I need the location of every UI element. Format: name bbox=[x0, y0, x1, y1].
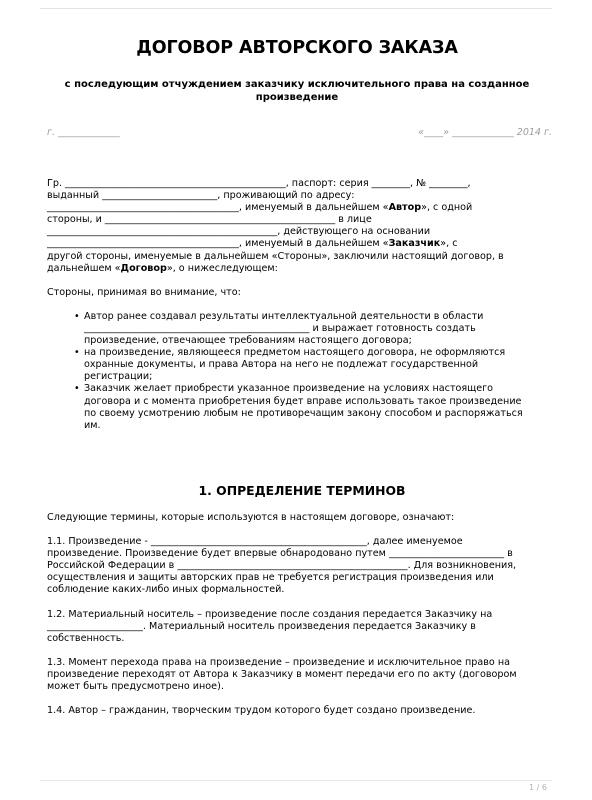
author-term: Автор bbox=[388, 202, 422, 214]
clause-1-1: 1.1. Произведение - _____________________________________________, далее именуемое произведение. Произведение будет впервые обнародовано путем ________________________ в Российской Федерации в ________________________________________________. Для возникновения, осуществления и защиты авторских прав не требуется регистрация произведения или соблюдение каких-либо иных формальностей. bbox=[47, 536, 517, 596]
clause-1-2: 1.2. Материальный носитель – произведение после создания передается Заказчику на ____________________. Материальный носитель произведения передается Заказчику в собственность. bbox=[47, 608, 493, 644]
preamble-line: ________________________________________________, действующего на основании bbox=[47, 226, 431, 238]
list-item: • Автор ранее создавал результаты интеллектуальной деятельности в области _______________________________________________ и выражает готовность создать произведение, отвечающее требованиям настоящего договора; bbox=[84, 311, 557, 347]
recitals-list bbox=[47, 311, 557, 432]
preamble-line: дальнейшем «Договор», о нижеследующем: bbox=[47, 262, 278, 274]
clause-1-3: 1.3. Момент перехода права на произведение – произведение и исключительное право на произведение переходят от Автора к Заказчику в момент передачи его по акту (договором может быть предусмотрено иное). bbox=[47, 656, 517, 693]
preamble-line: другой стороны, именуемые в дальнейшем «Стороны», заключили настоящий договор, в bbox=[47, 250, 504, 262]
footer-rule bbox=[40, 780, 552, 781]
customer-term: Заказчик bbox=[388, 238, 441, 250]
subtitle-line-1: с последующим отчуждением заказчику исключительного права на созданное bbox=[64, 79, 530, 90]
preamble-line: ________________________________________, именуемый в дальнейшем «Автор», с одной bbox=[47, 202, 473, 214]
place-field: г. _____________ bbox=[47, 127, 120, 138]
section-1-title: 1. ОПРЕДЕЛЕНИЕ ТЕРМИНОВ bbox=[198, 483, 406, 498]
document-title: ДОГОВОР АВТОРСКОГО ЗАКАЗА bbox=[136, 38, 458, 58]
section-1-intro: Следующие термины, которые используются в настоящем договоре, означают: bbox=[47, 512, 455, 523]
clause-1-4: 1.4. Автор – гражданин, творческим трудом которого будет создано произведение. bbox=[47, 705, 476, 717]
recitals-intro: Стороны, принимая во внимание, что: bbox=[47, 286, 241, 298]
list-item: • на произведение, являющееся предметом настоящего договора, не оформляются охранные документы, и права Автора на него не подлежат государственной регистрации; bbox=[84, 347, 557, 383]
preamble-line: ________________________________________, именуемый в дальнейшем «Заказчик», с bbox=[47, 238, 458, 250]
list-item: • Заказчик желает приобрести указанное произведение на условиях настоящего договора и с момента приобретения будет вправе использовать такое произведение по своему усмотрению любым не противоречащим закону способом и распоряжаться им. bbox=[84, 383, 557, 431]
preamble-paragraph bbox=[47, 178, 557, 275]
preamble-line: выданный ________________________, проживающий по адресу: bbox=[47, 190, 355, 202]
contract-term: Договор bbox=[120, 262, 167, 274]
subtitle-line-2: произведение bbox=[255, 92, 339, 103]
place-date-line bbox=[47, 127, 552, 138]
preamble-line: стороны, и ________________________________________________ в лице bbox=[47, 214, 372, 226]
page-number: 1 / 6 bbox=[529, 783, 547, 792]
preamble-section bbox=[47, 178, 557, 432]
section-1-body bbox=[47, 512, 557, 729]
date-field: «____» _____________ 2014 г. bbox=[418, 127, 552, 138]
page-top-rule bbox=[40, 8, 552, 9]
preamble-line: Гр. ______________________________________________, паспорт: серия ________, № ________, bbox=[47, 178, 471, 189]
document-subtitle bbox=[47, 78, 547, 104]
